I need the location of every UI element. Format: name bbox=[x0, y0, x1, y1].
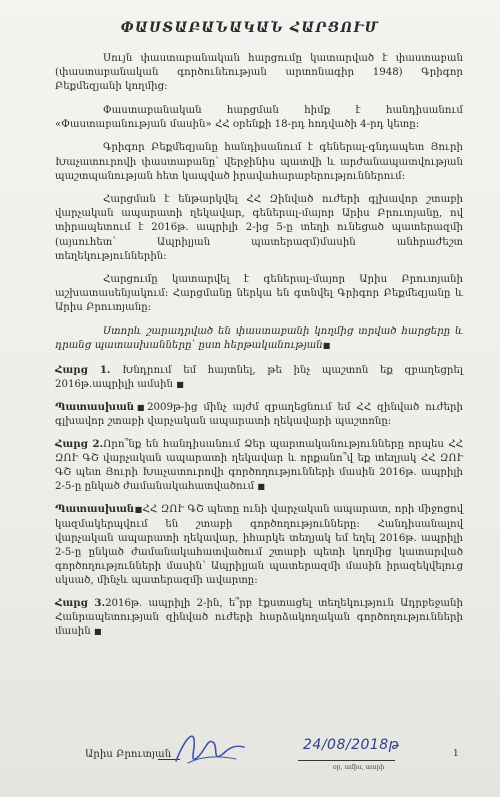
end-mark-icon: ■ bbox=[322, 341, 331, 351]
paragraph-qa-intro bbox=[55, 325, 463, 353]
qa-intro-text: Ստորև շարադրված են փաստաբանի կողմից տրված հարցերը և դրանց պատասխանները՝ ըստ հերթականության bbox=[55, 326, 463, 352]
handwritten-signature bbox=[170, 727, 250, 773]
document-title: ՓԱՍՏԱԲԱՆԱԿԱՆ ՀԱՐՑՈՒՄ bbox=[120, 20, 380, 36]
question-label: Հարց 3. bbox=[55, 597, 106, 609]
signature-date: 24/08/2018թ bbox=[303, 737, 400, 753]
end-mark-icon: ■ bbox=[134, 402, 148, 412]
end-mark-icon: ■ bbox=[176, 379, 184, 389]
paragraph-subject: Հարցման է ենթարկվել ՀՀ Զինված ուժերի գլխավոր շտաբի վարչական ապարատի ղեկավար, գեներալ-մայոր Արիս Բրուտյանը, ով տիրապետում է 2016թ. ապրիլի 2-ից 5-ը տեղի ունեցած պատերազմի (այսուհետ՝ Ապրիլյան պատերազմ)մասին անհրաժեշտ տեղեկություններին: bbox=[55, 194, 463, 262]
paragraph-intro: Սույն փաստաբանական հարցումը կատարված է փաստաբան (փաստաբանական գործունեության արտոնագիր 1948) Գրիգոր Բեքմեզյանի կողմից: bbox=[55, 53, 463, 93]
answer-text: ՀՀ ԶՈՒ ԳՇ պետը ունի վարչական ապարատ, որի միջոցով կազմակերպվում են շտաբի գործողությունները: Հանդիսանալով վարչական ապարատի ղեկավար, իհարկե տեղյակ եմ եղել 2016թ. ապրիլի 2-5-ը ընկած ժամանակահատվածում շտաբի պետի կողմից կատարված գործողությունների մասին՝ Ապրիլյան պատերազմի մասին իրազեկվելուց սկսած, մինչև պատերազմի ավարտը: bbox=[55, 504, 463, 586]
paragraph-representation: Գրիգոր Բեքմեզյանը հանդիսանում է գեներալ-գնդապետ Յուրի Խաչատուրովի փաստաբանը՝ վերջինիս պատվի և արժանապատվության պաշտպանության հետ կապված իրավահարաբերություններում: bbox=[55, 142, 463, 182]
question-text: Որո՞նք են հանդիսանում Ձեր պարտականությունները որպես ՀՀ ԶՈՒ ԳՇ վարչական ապարատի ղեկավար և որքանո՞վ եք տեղյակ ՀՀ ԶՈՒ ԳՇ պետ Յուրի Խաչատուրովի գործողությունների մասին 2016թ. ապրիլի 2-5-ը ընկած ժամանակահատվածում bbox=[55, 439, 463, 493]
date-caption: օր, ամիս, տարի bbox=[333, 764, 385, 771]
end-mark-icon: ■ bbox=[134, 505, 143, 515]
question-2 bbox=[55, 437, 463, 494]
question-1 bbox=[55, 363, 463, 392]
question-label: Հարց 2. bbox=[55, 438, 104, 451]
question-3 bbox=[55, 596, 463, 639]
paragraph-legal-basis: Փաստաբանական հարցման հիմք է հանդիսանում «Փաստաբանության մասին» ՀՀ օրենքի 18-րդ հոդվածի 4-րդ կետը: bbox=[55, 104, 463, 130]
question-text: Խնդրում եմ հայտնել, թե ինչ պաշտոն եք զբաղեցրել 2016թ.ապրիլի ամսին bbox=[55, 364, 463, 390]
signer-name: Արիս Բրուտյան bbox=[85, 749, 172, 760]
document-body bbox=[55, 52, 463, 647]
signature-footer bbox=[0, 727, 500, 787]
page-number: 1 bbox=[453, 749, 459, 759]
answer-1 bbox=[55, 400, 463, 429]
answer-2 bbox=[55, 502, 463, 588]
answer-text: 2009թ-ից մինչ այժմ զբաղեցնում եմ ՀՀ զինված ուժերի գլխավոր շտաբի վարչական ապարատի ղեկավարի պաշտոնը: bbox=[55, 401, 463, 427]
date-line bbox=[298, 760, 395, 761]
answer-label: Պատասխան bbox=[55, 503, 135, 516]
end-mark-icon: ■ bbox=[257, 482, 265, 492]
answer-label: Պատասխան bbox=[55, 400, 135, 413]
question-label: Հարց 1. bbox=[55, 363, 111, 376]
question-text: 2016թ. ապրիլի 2-ին, ե՞րբ էքստացել տեղեկություն Ադրբեջանի Հանրապետության զինված ուժերի հարձակողական գործողությունների մասին bbox=[55, 598, 463, 638]
end-mark-icon: ■ bbox=[93, 627, 102, 637]
paragraph-location: Հարցումը կատարվել է գեներալ-մայոր Արիս Բրուտյանի աշխատասենյակում: Հարցմանը ներկա են գտնվել Գրիգոր Բեքմեզյանը և Արիս Բրուտյանը: bbox=[55, 274, 463, 314]
